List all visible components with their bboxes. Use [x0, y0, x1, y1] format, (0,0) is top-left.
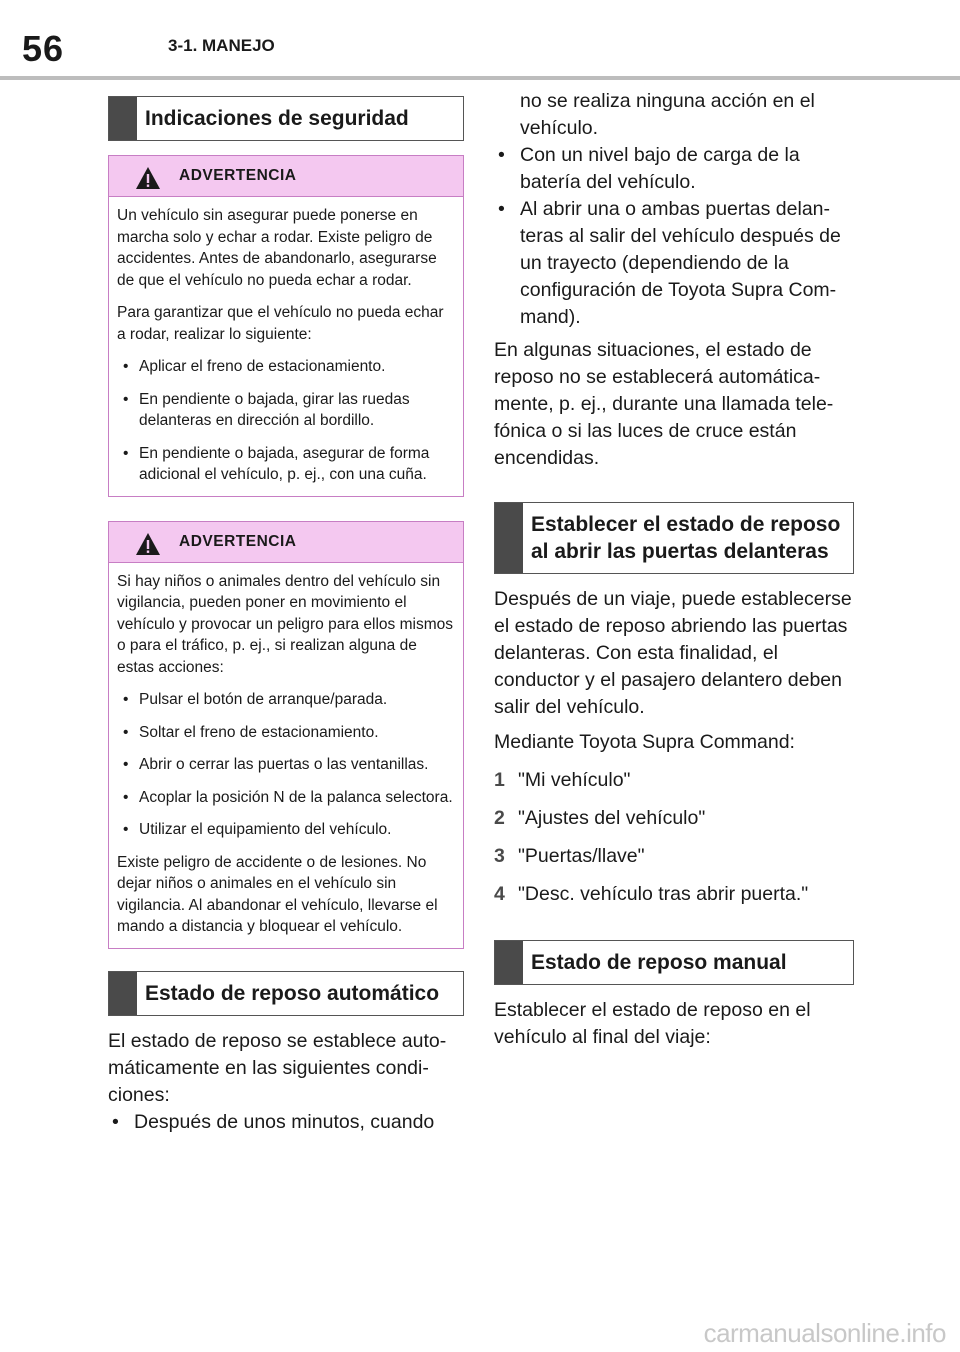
section-title: 3-1. MANEJO	[168, 36, 275, 55]
body-paragraph: Después de un viaje, puede establecerse el estado de reposo abriendo las puertas delanteras. Con esta finalidad, el conductor y el pasajero delantero deben salir del vehículo.	[494, 588, 852, 718]
warning-bullet: • En pendiente o bajada, asegurar de forma adicional el vehículo, p. ej., con una cuña.	[117, 443, 455, 486]
warning-paragraph: Para garantizar que el vehículo no pueda echar a rodar, realizar lo siguiente:	[117, 304, 444, 343]
body-paragraph: En algunas situaciones, el estado de reposo no se establecerá automáticamente, p. ej., durante una llamada telefónica o si las luces de cruce están encendidas.	[494, 339, 834, 469]
step-item	[494, 767, 854, 794]
step-text: "Puertas/llave"	[518, 845, 645, 867]
warning-triangle-icon	[135, 166, 161, 190]
step-number: 4	[494, 883, 505, 905]
step-item	[494, 805, 854, 832]
warning-title: ADVERTENCIA	[179, 532, 297, 550]
heading-safety-text: Indicaciones de seguridad	[145, 107, 409, 130]
header-divider	[0, 76, 960, 80]
bullet-continuation: no se realiza ninguna acción en el vehículo.	[520, 90, 815, 139]
body-bullet: • Al abrir una o ambas puertas delanteras al salir del vehículo después de un trayecto (dependiendo de la configuración de Toyota Supra Command).	[494, 196, 854, 331]
body-bullet: • Con un nivel bajo de carga de la batería del vehículo.	[494, 142, 854, 196]
watermark-text: carmanualsonline.info	[703, 1318, 946, 1348]
left-column	[108, 96, 464, 1136]
step-item	[494, 881, 854, 908]
step-text: "Mi vehículo"	[518, 769, 631, 791]
body-bullet: • Después de unos minutos, cuando	[108, 1109, 464, 1136]
warning-body	[109, 563, 463, 948]
warning-box-1	[108, 155, 464, 497]
warning-bullet: • Abrir o cerrar las puertas o las ventanillas.	[117, 754, 455, 776]
page-number: 56	[22, 28, 65, 69]
step-text: "Desc. vehículo tras abrir puerta."	[518, 883, 809, 905]
heading-door-standby-text: Establecer el estado de reposo al abrir las puertas delanteras	[531, 513, 841, 563]
heading-manual-standby-text: Estado de reposo manual	[531, 951, 787, 974]
warning-paragraph: Si hay niños o animales dentro del vehículo sin vigilancia, pueden poner en movimiento el vehículo y provocar un peligro para ellos mismos o para el tráfico, p. ej., si realizan alguna de estas acciones:	[117, 572, 453, 676]
warning-title: ADVERTENCIA	[179, 167, 297, 184]
warning-triangle-icon	[135, 532, 161, 556]
warning-bullet: • Pulsar el botón de arranque/parada.	[117, 689, 455, 711]
warning-paragraph: Existe peligro de accidente o de lesiones. No dejar niños o animales en el vehículo sin vigilancia. Al abandonar el vehículo, llevarse el mando a distancia y bloquear el vehículo.	[117, 853, 438, 935]
heading-auto-standby	[108, 971, 464, 1016]
heading-bar	[109, 97, 137, 140]
body-paragraph: Mediante Toyota Supra Command:	[494, 731, 795, 753]
heading-bar	[495, 503, 523, 573]
warning-bullet: • Acoplar la posición N de la palanca selectora.	[117, 787, 455, 809]
step-number: 2	[494, 807, 505, 829]
heading-manual-standby	[494, 940, 854, 985]
warning-bullet: • Utilizar el equipamiento del vehículo.	[117, 819, 455, 841]
right-column	[494, 88, 854, 1051]
step-text: "Ajustes del vehículo"	[518, 807, 706, 829]
heading-safety	[108, 96, 464, 141]
warning-header	[109, 522, 463, 563]
step-number: 3	[494, 845, 505, 867]
step-item	[494, 843, 854, 870]
warning-paragraph: Un vehículo sin asegurar puede ponerse en marcha solo y echar a rodar. Existe peligro de accidentes. Antes de abandonarlo, asegurarse de que el vehículo no pueda echar a rodar.	[117, 207, 437, 289]
warning-bullet: • Soltar el freno de estacionamiento.	[117, 722, 455, 744]
heading-auto-standby-text: Estado de reposo automático	[145, 981, 440, 1005]
step-number: 1	[494, 769, 505, 791]
page-header	[0, 0, 960, 80]
warning-header	[109, 156, 463, 197]
heading-bar	[109, 972, 137, 1015]
warning-body	[109, 197, 463, 496]
body-paragraph: El estado de reposo se establece automáticamente en las siguientes condiciones:	[108, 1029, 447, 1106]
warning-bullet: • En pendiente o bajada, girar las ruedas delanteras en dirección al bordillo.	[117, 389, 455, 432]
body-paragraph: Establecer el estado de reposo en el vehículo al final del viaje:	[494, 999, 811, 1048]
heading-door-standby	[494, 502, 854, 574]
heading-bar	[495, 941, 523, 984]
warning-box-2	[108, 521, 464, 949]
warning-bullet: • Aplicar el freno de estacionamiento.	[117, 356, 455, 378]
